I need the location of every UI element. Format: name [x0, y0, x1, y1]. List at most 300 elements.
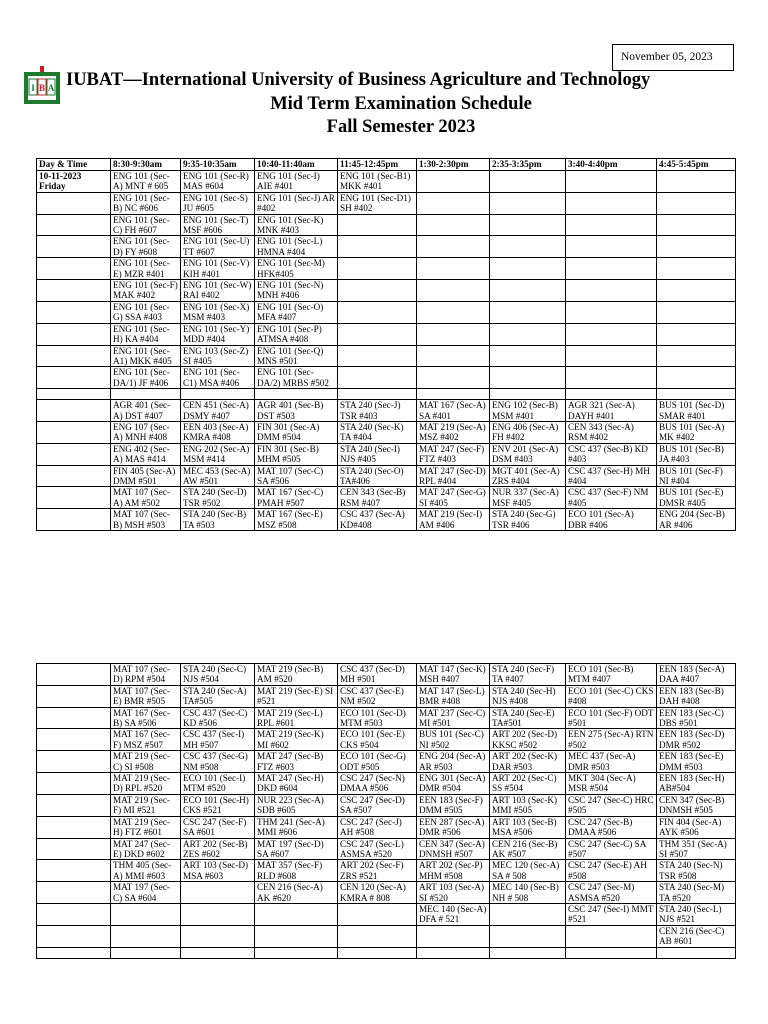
exam-cell: CSC 247 (Sec-I) MMT #521 — [566, 903, 657, 925]
exam-cell: ENG 101 (Sec-A1) MKK #405 — [111, 345, 181, 367]
day-time-cell — [37, 192, 111, 214]
exam-cell: CSC 437 (Sec-A) KD#408 — [338, 509, 417, 531]
exam-cell — [490, 903, 566, 925]
exam-weekday: Friday — [39, 181, 66, 192]
exam-cell — [338, 367, 417, 389]
exam-cell — [417, 947, 490, 958]
exam-cell: AGR 401 (Sec-A) DST #407 — [111, 400, 181, 422]
day-time-cell — [37, 443, 111, 465]
exam-cell: CSC 247 (Sec-B) DMAA #506 — [566, 816, 657, 838]
exam-cell — [111, 947, 181, 958]
exam-cell: ENG 101 (Sec-DA/2) MRBS #502 — [255, 367, 338, 389]
logo-letter-a: A — [47, 83, 55, 93]
table-row — [37, 400, 736, 422]
exam-cell: ECO 101 (Sec-I) MTM #520 — [181, 773, 255, 795]
exam-date: 10-11-2023 — [39, 171, 82, 181]
exam-cell — [417, 192, 490, 214]
exam-cell: CSC 247 (Sec-F) SA #601 — [181, 816, 255, 838]
exam-cell — [657, 301, 736, 323]
exam-cell — [338, 301, 417, 323]
exam-cell: FIN 404 (Sec-A) AYK #506 — [657, 816, 736, 838]
exam-cell: BUS 101 (Sec-D) SMAR #401 — [657, 400, 736, 422]
day-time-cell — [37, 421, 111, 443]
exam-cell — [490, 367, 566, 389]
table-row — [37, 729, 736, 751]
exam-cell: STA 240 (Sec-L) NJS #521 — [657, 903, 736, 925]
day-time-cell — [37, 707, 111, 729]
day-time-cell — [37, 816, 111, 838]
exam-cell: ENG 101 (Sec-A) MNT # 605 — [111, 171, 181, 193]
exam-cell: NUR 337 (Sec-A) MSF #405 — [490, 487, 566, 509]
exam-cell: MEC 120 (Sec-A) SA # 508 — [490, 860, 566, 882]
exam-cell: ENG 101 (Sec-U) TT #607 — [181, 236, 255, 258]
exam-cell: FIN 301 (Sec-B) MHM #505 — [255, 443, 338, 465]
exam-cell: ENG 101 (Sec-DA/1) JF #406 — [111, 367, 181, 389]
exam-cell: THM 241 (Sec-A) MMI #606 — [255, 816, 338, 838]
exam-cell — [657, 171, 736, 193]
exam-cell — [566, 925, 657, 947]
exam-cell: ENG 101 (Sec-J) AR #402 — [255, 192, 338, 214]
exam-cell: MAT 107 (Sec-E) BMR #505 — [111, 685, 181, 707]
table-row — [37, 280, 736, 302]
table-row — [37, 214, 736, 236]
exam-cell: ECO 101 (Sec-H) CKS #521 — [181, 794, 255, 816]
exam-cell: BUS 101 (Sec-F) NI #404 — [657, 465, 736, 487]
exam-cell — [490, 389, 566, 400]
exam-cell: CSC 437 (Sec-E) NM #502 — [338, 685, 417, 707]
exam-cell — [490, 925, 566, 947]
exam-cell: CSC 437 (Sec-F) NM #405 — [566, 487, 657, 509]
exam-cell: MAT 107 (Sec-D) RPM #504 — [111, 664, 181, 686]
exam-cell — [657, 236, 736, 258]
exam-cell: ART 202 (Sec-B) ZES #602 — [181, 838, 255, 860]
exam-cell: ENG 101 (Sec-W) RAI #402 — [181, 280, 255, 302]
schedule-table-bottom — [36, 663, 736, 959]
table-row — [37, 707, 736, 729]
day-time-cell — [37, 685, 111, 707]
exam-cell: MAT 247 (Sec-D) RPL #404 — [417, 465, 490, 487]
exam-cell — [338, 323, 417, 345]
exam-cell — [338, 903, 417, 925]
exam-cell: MAT 167 (Sec-A) SA #401 — [417, 400, 490, 422]
exam-cell: ENG 101 (Sec-Y) MDD #404 — [181, 323, 255, 345]
exam-cell: MEC 140 (Sec-B) NH # 508 — [490, 882, 566, 904]
document-date: November 05, 2023 — [621, 51, 713, 63]
exam-cell: MAT 219 (Sec-F) MI #521 — [111, 794, 181, 816]
exam-cell: CSC 247 (Sec-J) AH #508 — [338, 816, 417, 838]
exam-cell: MAT 147 (Sec-K) MSH #407 — [417, 664, 490, 686]
exam-cell: ENG 406 (Sec-A) FH #402 — [490, 421, 566, 443]
exam-cell: MAT 357 (Sec-F) RLD #608 — [255, 860, 338, 882]
day-time-cell — [37, 236, 111, 258]
exam-cell: CEN 216 (Sec-C) AB #601 — [657, 925, 736, 947]
exam-cell: BUS 101 (Sec-E) DMSR #405 — [657, 487, 736, 509]
day-time-cell — [37, 925, 111, 947]
exam-cell: MAT 197 (Sec-C) SA #604 — [111, 882, 181, 904]
exam-cell — [490, 345, 566, 367]
exam-cell: ECO 101 (Sec-A) DBR #406 — [566, 509, 657, 531]
exam-cell: MAT 107 (Sec-B) MSH #503 — [111, 509, 181, 531]
exam-cell — [338, 947, 417, 958]
exam-cell — [417, 367, 490, 389]
exam-cell: CEN 451 (Sec-A) DSMY #407 — [181, 400, 255, 422]
exam-cell — [181, 925, 255, 947]
exam-cell: ENG 101 (Sec-B1) MKK #401 — [338, 171, 417, 193]
exam-cell: ENG 101 (Sec-S) JU #605 — [181, 192, 255, 214]
exam-cell — [338, 236, 417, 258]
exam-cell — [657, 192, 736, 214]
exam-cell: ECO 101 (Sec-B) MTM #407 — [566, 664, 657, 686]
exam-cell: ART 202 (Sec-K) DAR #503 — [490, 751, 566, 773]
exam-cell: MAT 219 (Sec-D) RPL #520 — [111, 773, 181, 795]
table-row — [37, 751, 736, 773]
exam-cell: STA 240 (Sec-E) TA#501 — [490, 707, 566, 729]
table-row — [37, 345, 736, 367]
day-time-cell — [37, 389, 111, 400]
exam-cell: MAT 219 (Sec-A) MSZ #402 — [417, 421, 490, 443]
day-time-cell — [37, 280, 111, 302]
exam-cell: MAT 219 (Sec-H) FTZ #601 — [111, 816, 181, 838]
exam-cell — [490, 214, 566, 236]
exam-cell: STA 240 (Sec-B) TA #503 — [181, 509, 255, 531]
exam-cell: CEN 216 (Sec-B) AK #507 — [490, 838, 566, 860]
exam-cell — [566, 323, 657, 345]
exam-cell: CSC 437 (Sec-H) MH #404 — [566, 465, 657, 487]
exam-cell — [338, 214, 417, 236]
exam-cell: ENG 202 (Sec-A) MSM #414 — [181, 443, 255, 465]
exam-cell: CEN 120 (Sec-A) KMRA # 808 — [338, 882, 417, 904]
col-header: 11:45-12:45pm — [338, 159, 417, 171]
table-row — [37, 421, 736, 443]
day-time-cell — [37, 903, 111, 925]
exam-cell: CEN 216 (Sec-A) AK #620 — [255, 882, 338, 904]
table-row — [37, 487, 736, 509]
exam-cell: MEC 437 (Sec-A) DMR #503 — [566, 751, 657, 773]
exam-cell: FIN 301 (Sec-A) DMM #504 — [255, 421, 338, 443]
exam-cell: CSC 247 (Sec-C) SA #507 — [566, 838, 657, 860]
day-time-cell — [37, 838, 111, 860]
exam-cell: ENG 101 (Sec-L) HMNA #404 — [255, 236, 338, 258]
exam-cell: MAT 247 (Sec-G) SI #405 — [417, 487, 490, 509]
exam-cell: STA 240 (Sec-M) TA #520 — [657, 882, 736, 904]
exam-cell: ART 103 (Sec-A) SI #520 — [417, 882, 490, 904]
exam-cell — [338, 280, 417, 302]
logo-letter-i: I — [31, 83, 35, 93]
exam-cell: MAT 167 (Sec-B) SA #506 — [111, 707, 181, 729]
table-row — [37, 882, 736, 904]
table-row — [37, 947, 736, 958]
exam-cell: ENG 101 (Sec-N) MNH #406 — [255, 280, 338, 302]
exam-cell: MAT 107 (Sec-A) AM #502 — [111, 487, 181, 509]
exam-cell: CEN 347 (Sec-B) DNMSH #505 — [657, 794, 736, 816]
exam-cell — [657, 258, 736, 280]
exam-cell: ENG 101 (Sec-O) MFA #407 — [255, 301, 338, 323]
exam-cell: ART 202 (Sec-F) ZRS #521 — [338, 860, 417, 882]
col-header: 10:40-11:40am — [255, 159, 338, 171]
table-row — [37, 925, 736, 947]
exam-cell — [255, 925, 338, 947]
exam-cell — [417, 925, 490, 947]
table-row — [37, 192, 736, 214]
exam-cell — [566, 367, 657, 389]
exam-cell: ENG 101 (Sec-E) MZR #401 — [111, 258, 181, 280]
exam-cell — [111, 925, 181, 947]
exam-cell: MAT 197 (Sec-D) SA #607 — [255, 838, 338, 860]
exam-cell: MAT 167 (Sec-E) MSZ #508 — [255, 509, 338, 531]
table-row — [37, 323, 736, 345]
date-box — [612, 44, 734, 71]
exam-cell: ENG 102 (Sec-B) MSM #401 — [490, 400, 566, 422]
exam-cell: MEC 453 (Sec-A) AW #501 — [181, 465, 255, 487]
exam-cell — [338, 345, 417, 367]
exam-cell: ECO 101 (Sec-E) CKS #504 — [338, 729, 417, 751]
exam-cell: STA 240 (Sec-N) TSR #508 — [657, 860, 736, 882]
exam-cell: CEN 343 (Sec-A) RSM #402 — [566, 421, 657, 443]
exam-cell: BUS 101 (Sec-C) NI #502 — [417, 729, 490, 751]
exam-cell: CSC 247 (Sec-N) DMAA #506 — [338, 773, 417, 795]
exam-cell — [181, 882, 255, 904]
exam-cell: MAT 247 (Sec-F) FTZ #403 — [417, 443, 490, 465]
exam-cell: CSC 437 (Sec-C) KD #506 — [181, 707, 255, 729]
exam-cell: ART 103 (Sec-B) MSA #506 — [490, 816, 566, 838]
exam-cell: MAT 247 (Sec-B) FTZ #603 — [255, 751, 338, 773]
exam-cell: MAT 167 (Sec-F) MSZ #507 — [111, 729, 181, 751]
day-time-cell — [37, 171, 111, 193]
table-row — [37, 773, 736, 795]
exam-cell — [417, 214, 490, 236]
table-row — [37, 258, 736, 280]
exam-cell — [490, 947, 566, 958]
exam-cell — [657, 947, 736, 958]
table-row — [37, 301, 736, 323]
exam-cell: CSC 247 (Sec-M) ASMSA #520 — [566, 882, 657, 904]
exam-cell — [490, 301, 566, 323]
exam-cell — [417, 389, 490, 400]
exam-cell: ENG 204 (Sec-A) AR #503 — [417, 751, 490, 773]
table-row — [37, 509, 736, 531]
exam-cell: EEN 287 (Sec-A) DMR #506 — [417, 816, 490, 838]
exam-cell — [111, 389, 181, 400]
exam-cell — [566, 345, 657, 367]
exam-cell: STA 240 (Sec-I) NJS #405 — [338, 443, 417, 465]
exam-cell: ART 202 (Sec-C) SS #504 — [490, 773, 566, 795]
exam-cell — [417, 323, 490, 345]
exam-cell — [657, 280, 736, 302]
exam-cell: ENG 101 (Sec-P) ATMSA #408 — [255, 323, 338, 345]
exam-cell: EEN 183 (Sec-B) DAH #408 — [657, 685, 736, 707]
day-time-cell — [37, 751, 111, 773]
exam-cell: ENG 204 (Sec-B) AR #406 — [657, 509, 736, 531]
exam-cell: CSC 437 (Sec-B) KD #403 — [566, 443, 657, 465]
exam-cell: MAT 219 (Sec-K) MI #602 — [255, 729, 338, 751]
exam-cell — [417, 171, 490, 193]
exam-cell — [417, 345, 490, 367]
exam-cell — [111, 903, 181, 925]
exam-cell: MAT 219 (Sec-I) AM #406 — [417, 509, 490, 531]
exam-cell: STA 240 (Sec-C) NJS #504 — [181, 664, 255, 686]
exam-cell: CEN 347 (Sec-A) DNMSH #507 — [417, 838, 490, 860]
day-time-cell — [37, 860, 111, 882]
exam-cell: ART 103 (Sec-K) MMI #505 — [490, 794, 566, 816]
exam-cell: STA 240 (Sec-A) TA#505 — [181, 685, 255, 707]
exam-cell: ENG 101 (Sec-K) MNK #403 — [255, 214, 338, 236]
exam-cell: ENG 101 (Sec-C1) MSA #406 — [181, 367, 255, 389]
exam-cell: MAT 219 (Sec-C) SI #508 — [111, 751, 181, 773]
exam-cell — [490, 192, 566, 214]
day-time-cell — [37, 367, 111, 389]
exam-cell — [566, 192, 657, 214]
day-time-cell — [37, 729, 111, 751]
exam-cell: EEN 183 (Sec-C) DBS #501 — [657, 707, 736, 729]
day-time-cell — [37, 400, 111, 422]
exam-cell — [417, 236, 490, 258]
table-row — [37, 664, 736, 686]
exam-cell — [657, 214, 736, 236]
exam-cell: EEN 183 (Sec-H) AB#504 — [657, 773, 736, 795]
exam-cell: ART 202 (Sec-D) KKSC #502 — [490, 729, 566, 751]
day-time-cell — [37, 947, 111, 958]
exam-cell — [417, 258, 490, 280]
exam-cell — [417, 280, 490, 302]
exam-cell: BUS 101 (Sec-A) MK #402 — [657, 421, 736, 443]
exam-cell — [255, 389, 338, 400]
exam-cell: THM 405 (Sec-A) MMI #603 — [111, 860, 181, 882]
day-time-cell — [37, 882, 111, 904]
exam-cell: ENG 101 (Sec-D1) SH #402 — [338, 192, 417, 214]
exam-cell — [181, 903, 255, 925]
exam-cell: STA 240 (Sec-J) TSR #403 — [338, 400, 417, 422]
exam-cell: STA 240 (Sec-O) TA#406 — [338, 465, 417, 487]
exam-cell: ENG 301 (Sec-A) DMR #504 — [417, 773, 490, 795]
exam-cell — [490, 280, 566, 302]
exam-cell: CSC 247 (Sec-C) HRC #505 — [566, 794, 657, 816]
exam-cell: MAT 219 (Sec-E) SI #521 — [255, 685, 338, 707]
exam-cell: ENG 101 (Sec-H) KA #404 — [111, 323, 181, 345]
day-time-cell — [37, 487, 111, 509]
col-header: 1:30-2:30pm — [417, 159, 490, 171]
exam-cell — [181, 947, 255, 958]
day-time-cell — [37, 465, 111, 487]
exam-cell: EEN 403 (Sec-A) KMRA #408 — [181, 421, 255, 443]
exam-cell: STA 240 (Sec-H) NJS #408 — [490, 685, 566, 707]
day-time-cell — [37, 509, 111, 531]
exam-cell — [490, 236, 566, 258]
exam-cell — [566, 171, 657, 193]
exam-cell: ENG 101 (Sec-D) FY #608 — [111, 236, 181, 258]
table-row — [37, 816, 736, 838]
exam-cell — [338, 925, 417, 947]
col-header: 3:40-4:40pm — [566, 159, 657, 171]
university-title: IUBAT—International University of Business Agriculture and Technology — [66, 70, 651, 90]
exam-cell: MAT 219 (Sec-B) AM #520 — [255, 664, 338, 686]
exam-cell: STA 240 (Sec-K) TA #404 — [338, 421, 417, 443]
exam-cell — [657, 389, 736, 400]
exam-cell: MAT 247 (Sec-E) DKD #602 — [111, 838, 181, 860]
exam-cell: ENG 101 (Sec-I) AIE #401 — [255, 171, 338, 193]
exam-cell: MAT 219 (Sec-L) RPL #601 — [255, 707, 338, 729]
table-row — [37, 838, 736, 860]
exam-cell — [417, 301, 490, 323]
semester-title: Fall Semester 2023 — [326, 117, 476, 137]
table-row — [37, 171, 736, 193]
day-time-cell — [37, 214, 111, 236]
exam-cell: ENG 101 (Sec-F) MAK #402 — [111, 280, 181, 302]
exam-cell: NUR 223 (Sec-A) SDB #605 — [255, 794, 338, 816]
exam-cell — [657, 367, 736, 389]
exam-cell: ENG 103 (Sec-Z) SI #405 — [181, 345, 255, 367]
day-time-cell — [37, 345, 111, 367]
day-time-cell — [37, 664, 111, 686]
exam-cell: CSC 437 (Sec-I) MH #507 — [181, 729, 255, 751]
schedule-table-top — [36, 158, 736, 531]
col-header: 9:35-10:35am — [181, 159, 255, 171]
exam-cell: ART 202 (Sec-P) MHM #508 — [417, 860, 490, 882]
table-row — [37, 389, 736, 400]
table-row — [37, 860, 736, 882]
exam-cell: ART 103 (Sec-D) MSA #603 — [181, 860, 255, 882]
col-header: Day & Time — [37, 159, 111, 171]
exam-cell: THM 351 (Sec-A) SI #507 — [657, 838, 736, 860]
exam-cell: EEN 183 (Sec-A) DAA #407 — [657, 664, 736, 686]
table-row — [37, 236, 736, 258]
table-row — [37, 465, 736, 487]
exam-cell: FIN 405 (Sec-A) DMM #501 — [111, 465, 181, 487]
exam-cell: CSC 247 (Sec-E) AH #508 — [566, 860, 657, 882]
exam-cell — [566, 947, 657, 958]
exam-cell: CSC 247 (Sec-D) SA #507 — [338, 794, 417, 816]
exam-cell: STA 240 (Sec-F) TA #407 — [490, 664, 566, 686]
exam-cell: ENG 101 (Sec-X) MSM #403 — [181, 301, 255, 323]
exam-cell: ENG 402 (Sec-A) MAS #414 — [111, 443, 181, 465]
table-row — [37, 903, 736, 925]
exam-cell — [338, 258, 417, 280]
logo-letter-b: B — [38, 83, 46, 93]
exam-cell: ENG 101 (Sec-T) MSF #606 — [181, 214, 255, 236]
day-time-cell — [37, 301, 111, 323]
exam-cell — [657, 345, 736, 367]
exam-cell: ENG 101 (Sec-V) KIH #401 — [181, 258, 255, 280]
exam-cell: EEN 183 (Sec-F) DMM #505 — [417, 794, 490, 816]
exam-cell — [566, 258, 657, 280]
exam-cell: MAT 247 (Sec-H) DKD #604 — [255, 773, 338, 795]
table-row — [37, 367, 736, 389]
exam-cell — [566, 214, 657, 236]
exam-cell: EEN 183 (Sec-E) DMM #503 — [657, 751, 736, 773]
exam-cell — [181, 389, 255, 400]
exam-cell: ENG 101 (Sec-R) MAS #604 — [181, 171, 255, 193]
exam-cell: MAT 147 (Sec-L) BMR #408 — [417, 685, 490, 707]
exam-cell: CSC 247 (Sec-L) ASMSA #520 — [338, 838, 417, 860]
exam-cell — [566, 389, 657, 400]
exam-cell — [490, 171, 566, 193]
exam-cell: ENG 101 (Sec-C) FH #607 — [111, 214, 181, 236]
day-time-cell — [37, 773, 111, 795]
exam-cell: BUS 101 (Sec-B) JA #403 — [657, 443, 736, 465]
day-time-cell — [37, 323, 111, 345]
exam-cell: MGT 401 (Sec-A) ZRS #404 — [490, 465, 566, 487]
exam-cell: ECO 101 (Sec-F) ODT #501 — [566, 707, 657, 729]
exam-cell: AGR 321 (Sec-A) DAYH #401 — [566, 400, 657, 422]
exam-cell: ENG 101 (Sec-Q) MNS #501 — [255, 345, 338, 367]
exam-cell: STA 240 (Sec-G) TSR #406 — [490, 509, 566, 531]
exam-cell: ENG 101 (Sec-G) SSA #403 — [111, 301, 181, 323]
exam-cell: ENG 107 (Sec-A) MNH #408 — [111, 421, 181, 443]
day-time-cell — [37, 794, 111, 816]
exam-cell — [657, 323, 736, 345]
exam-cell — [255, 903, 338, 925]
exam-cell: MKT 304 (Sec-A) MSR #504 — [566, 773, 657, 795]
exam-cell — [490, 258, 566, 280]
